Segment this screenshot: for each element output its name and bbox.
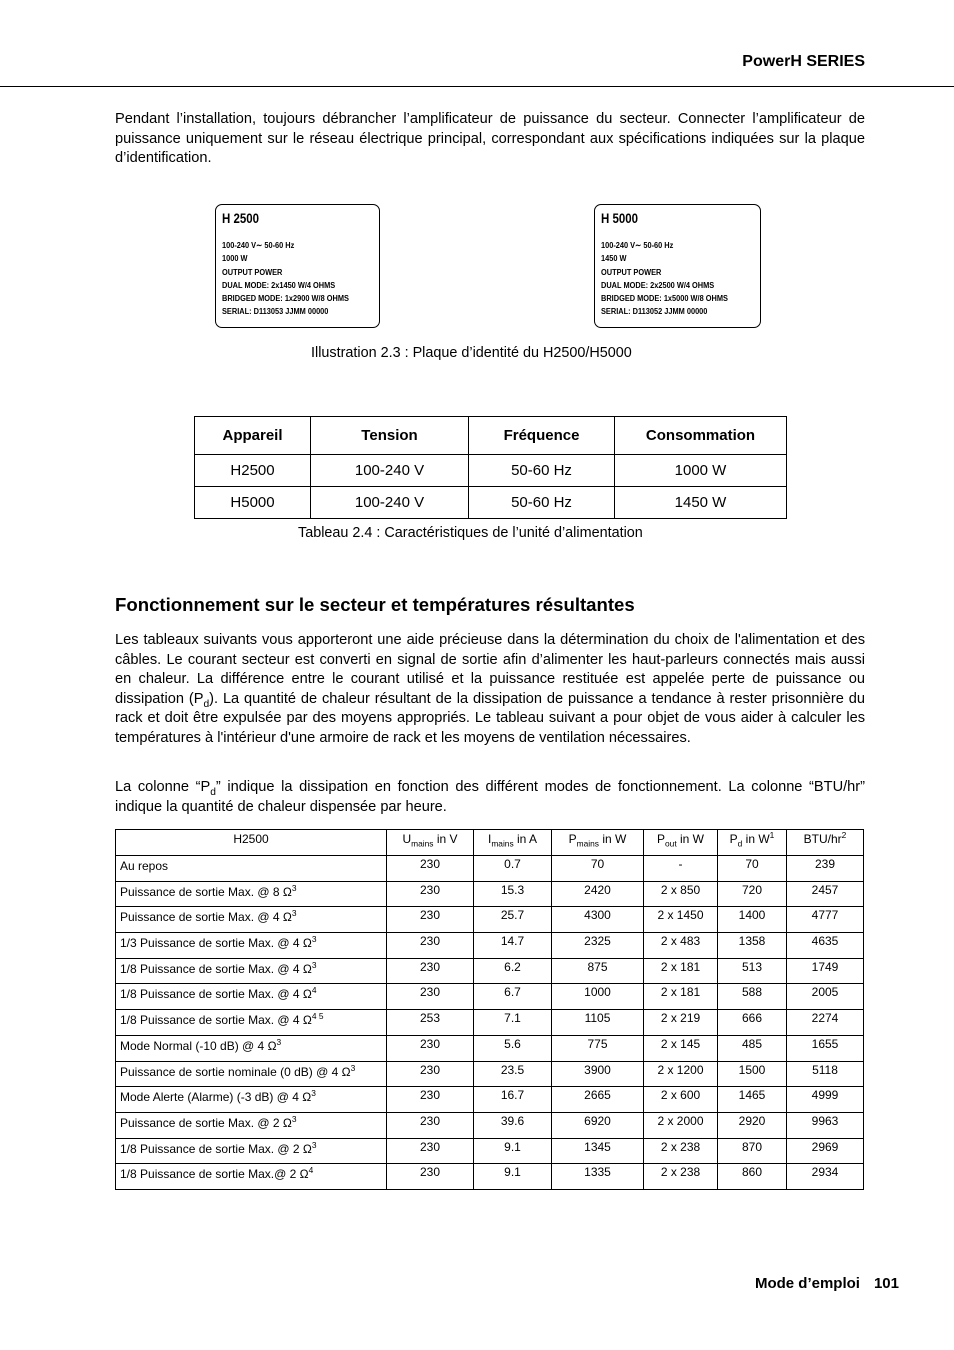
subscript: mains (576, 838, 599, 849)
paragraph-text: ” indique la dissipation en fonction des différent modes de fonctionnement. La colonne “BTU/hr” indique la quantité de chaleur dispensée par heure. (115, 779, 865, 815)
footer-label: Mode d’emploi (754, 1275, 860, 1292)
table-cell: 50-60 Hz (469, 487, 615, 519)
header-text: H2500 (233, 832, 269, 846)
table-cell: 230 (387, 907, 474, 933)
table-cell: 230 (387, 984, 474, 1010)
table-row (116, 881, 864, 907)
table-cell: 6.2 (474, 958, 552, 984)
column-header: Consommation (615, 417, 787, 455)
table-cell: 100-240 V (311, 487, 469, 519)
mode-cell (116, 881, 387, 907)
mode-cell (116, 856, 387, 882)
table-cell: - (644, 856, 718, 882)
table-cell: 9963 (787, 1112, 864, 1138)
footnote-marker: 3 (291, 1113, 297, 1124)
table-cell: 2 x 600 (644, 1087, 718, 1113)
mode-cell (116, 1035, 387, 1061)
header-unit: in A (513, 832, 538, 846)
plate-line: DUAL MODE: 2x1450 W/4 OHMS (222, 279, 336, 290)
table-cell: 1105 (552, 1010, 644, 1036)
table-cell: 230 (387, 856, 474, 882)
table-cell: 513 (718, 958, 787, 984)
mode-cell (116, 1138, 387, 1164)
plate-title: H 2500 (222, 211, 260, 226)
table-row (116, 1138, 864, 1164)
table-cell: 2 x 483 (644, 933, 718, 959)
section-heading: Fonctionnement sur le secteur et températures résultantes (115, 594, 635, 615)
plate-line: OUTPUT POWER (222, 266, 283, 277)
plate-line: 1450 W (601, 253, 627, 264)
mode-cell (116, 1164, 387, 1190)
header-unit: in W (599, 832, 627, 846)
table-cell: 2457 (787, 881, 864, 907)
table-cell: 230 (387, 1035, 474, 1061)
table-cell: 1465 (718, 1087, 787, 1113)
table-cell: 2420 (552, 881, 644, 907)
table-cell: 4635 (787, 933, 864, 959)
footnote-marker: 3 (311, 934, 317, 945)
table-row (116, 1010, 864, 1036)
table-row (116, 1035, 864, 1061)
mode-label: Puissance de sortie Max. @ 2 Ω (120, 1115, 292, 1130)
mode-label: 1/8 Puissance de sortie Max. @ 2 Ω (120, 1141, 312, 1156)
table-cell: 2005 (787, 984, 864, 1010)
table-cell: 2 x 1450 (644, 907, 718, 933)
subscript: mains (491, 838, 514, 849)
table-cell: 70 (718, 856, 787, 882)
table-cell: 50-60 Hz (469, 455, 615, 487)
mode-cell (116, 907, 387, 933)
table-cell: 588 (718, 984, 787, 1010)
table-cell: H5000 (195, 487, 311, 519)
table-cell: 25.7 (474, 907, 552, 933)
page-footer (755, 1275, 899, 1292)
footnote-marker: 3 (311, 1139, 317, 1150)
footnote-marker: 3 (311, 1088, 316, 1099)
table-row (116, 1061, 864, 1087)
dissipation-table (115, 829, 864, 1190)
table-cell: 1345 (552, 1138, 644, 1164)
table-header-row (195, 417, 787, 455)
plate-line: BRIDGED MODE: 1x2900 W/8 OHMS (222, 293, 349, 304)
column-header: Appareil (195, 417, 311, 455)
paragraph-text: Les tableaux suivants vous apporteront une aide précieuse dans la détermination du choix de l'alimentation et des câbles. Le courant secteur est converti en signal de sortie afin d’alimenter les haut-parleurs connectés mais aussi en chaleur. La différence entre le courant utilisé et la puissance restituée est appelée perte de puissance ou dissipation (P (115, 632, 865, 707)
table-cell: 2274 (787, 1010, 864, 1036)
plate-line: 100-240 V∼ 50-60 Hz (601, 240, 674, 250)
table-cell: 230 (387, 1112, 474, 1138)
table-cell: 230 (387, 958, 474, 984)
table-cell: 2 x 850 (644, 881, 718, 907)
header-text: U (402, 832, 412, 846)
column-header (116, 830, 387, 856)
table-cell: 1358 (718, 933, 787, 959)
footnote-marker: 4 (311, 985, 317, 996)
table-row (116, 933, 864, 959)
table-cell: 2665 (552, 1087, 644, 1113)
column-header (644, 830, 718, 856)
mode-label: Puissance de sortie Max. @ 4 Ω (120, 910, 292, 925)
table-cell: 230 (387, 933, 474, 959)
table-header-row (116, 830, 864, 856)
mode-label: 1/3 Puissance de sortie Max. @ 4 Ω (120, 936, 312, 951)
plate-line: SERIAL: D113053 JJMM 00000 (222, 306, 329, 317)
plate-line: DUAL MODE: 2x2500 W/4 OHMS (601, 279, 715, 290)
table-cell: 6.7 (474, 984, 552, 1010)
column-header (787, 830, 864, 856)
mode-label: Puissance de sortie Max. @ 8 Ω (120, 884, 292, 899)
plate-line: 1000 W (222, 253, 248, 264)
mode-label: Puissance de sortie nominale (0 dB) @ 4 Ω (120, 1064, 351, 1079)
table-cell: 860 (718, 1164, 787, 1190)
table-cell: H2500 (195, 455, 311, 487)
footnote-marker: 1 (769, 830, 775, 840)
column-header: Fréquence (469, 417, 615, 455)
table-cell: 2969 (787, 1138, 864, 1164)
table-cell: 15.3 (474, 881, 552, 907)
plate-line: BRIDGED MODE: 1x5000 W/8 OHMS (601, 293, 728, 304)
table-row (195, 455, 787, 487)
mode-cell (116, 958, 387, 984)
table-cell: 230 (387, 1061, 474, 1087)
table-cell: 2 x 1200 (644, 1061, 718, 1087)
header-text: P (729, 832, 738, 846)
footnote-marker: 4 (308, 1165, 314, 1176)
table-row (116, 984, 864, 1010)
table-cell: 1500 (718, 1061, 787, 1087)
header-rule (0, 86, 954, 87)
table-cell: 230 (387, 1164, 474, 1190)
header-unit: in V (433, 832, 458, 846)
mode-label: 1/8 Puissance de sortie Max.@ 2 Ω (120, 1167, 309, 1182)
table-cell: 0.7 (474, 856, 552, 882)
table-cell: 2 x 2000 (644, 1112, 718, 1138)
section-paragraph-1 (115, 631, 865, 749)
table-cell: 230 (387, 881, 474, 907)
table-cell: 9.1 (474, 1138, 552, 1164)
mode-label: Au repos (120, 859, 169, 873)
header-unit: in W (742, 832, 770, 846)
mode-label: Mode Alerte (Alarme) (-3 dB) @ 4 Ω (120, 1090, 312, 1105)
header-text: P (568, 832, 577, 846)
table-cell: 6920 (552, 1112, 644, 1138)
column-header (474, 830, 552, 856)
illustration-caption: Illustration 2.3 : Plaque d’identité du H2500/H5000 (311, 345, 632, 361)
table-cell: 1450 W (615, 487, 787, 519)
table-cell: 2 x 238 (644, 1138, 718, 1164)
running-header: PowerH SERIES (742, 53, 865, 70)
mode-cell (116, 1010, 387, 1036)
subscript: mains (411, 838, 434, 849)
table-cell: 1400 (718, 907, 787, 933)
table-cell: 1335 (552, 1164, 644, 1190)
mode-cell (116, 1061, 387, 1087)
table-cell: 70 (552, 856, 644, 882)
subscript: d (203, 698, 210, 710)
subscript: out (665, 838, 677, 849)
table-row (195, 487, 787, 519)
table-row (116, 958, 864, 984)
table-cell: 3900 (552, 1061, 644, 1087)
table-cell: 2920 (718, 1112, 787, 1138)
plate-line: SERIAL: D113052 JJMM 00000 (601, 306, 708, 317)
mode-label: 1/8 Puissance de sortie Max. @ 4 Ω (120, 987, 312, 1002)
table-cell: 4300 (552, 907, 644, 933)
table-cell: 230 (387, 1087, 474, 1113)
table-cell: 775 (552, 1035, 644, 1061)
table-cell: 7.1 (474, 1010, 552, 1036)
table-cell: 5.6 (474, 1035, 552, 1061)
table-cell: 875 (552, 958, 644, 984)
mode-label: 1/8 Puissance de sortie Max. @ 4 Ω (120, 1013, 312, 1028)
table-cell: 16.7 (474, 1087, 552, 1113)
footnote-marker: 3 (291, 908, 297, 919)
table-cell: 2 x 181 (644, 984, 718, 1010)
column-header (718, 830, 787, 856)
column-header (552, 830, 644, 856)
table-cell: 1000 W (615, 455, 787, 487)
table-cell: 5118 (787, 1061, 864, 1087)
table-cell: 2934 (787, 1164, 864, 1190)
table-body (116, 856, 864, 1190)
column-header: Tension (311, 417, 469, 455)
subscript: d (737, 838, 743, 849)
table-cell: 1000 (552, 984, 644, 1010)
table-cell: 39.6 (474, 1112, 552, 1138)
table-row (116, 1087, 864, 1113)
plate-line: OUTPUT POWER (601, 266, 662, 277)
table-cell: 2325 (552, 933, 644, 959)
table-cell: 2 x 181 (644, 958, 718, 984)
footnote-marker: 2 (841, 830, 847, 840)
table-cell: 2 x 145 (644, 1035, 718, 1061)
table-cell: 666 (718, 1010, 787, 1036)
table-cell: 1655 (787, 1035, 864, 1061)
table-cell: 239 (787, 856, 864, 882)
table-cell: 1749 (787, 958, 864, 984)
mode-cell (116, 1087, 387, 1113)
header-text: BTU/hr (803, 832, 842, 846)
table-cell: 4999 (787, 1087, 864, 1113)
table-caption: Tableau 2.4 : Caractéristiques de l’unité d’alimentation (298, 525, 643, 541)
plate-title: H 5000 (601, 211, 639, 226)
table-cell: 2 x 219 (644, 1010, 718, 1036)
header-text: P (656, 832, 665, 846)
paragraph-text: ). La quantité de chaleur résultant de la dissipation de puissance a tendance à rester prisonnière du rack et doit être expulsée par des moyens appropriés. Le tableau suivant a pour objet de vous aider à calculer les températures à l'intérieur d'une armoire de rack et les moyens de ventilation nécessaires. (115, 690, 866, 746)
nameplate-h2500 (215, 204, 380, 328)
table-cell: 485 (718, 1035, 787, 1061)
table-cell: 4777 (787, 907, 864, 933)
table-cell: 9.1 (474, 1164, 552, 1190)
table-cell: 23.5 (474, 1061, 552, 1087)
table-cell: 720 (718, 881, 787, 907)
footnote-marker: 3 (291, 882, 297, 893)
section-paragraph-2 (115, 778, 865, 817)
mode-cell (116, 1112, 387, 1138)
table-row (116, 1112, 864, 1138)
footnote-marker: 4 5 (311, 1011, 324, 1022)
table-row (116, 856, 864, 882)
footnote-marker: 3 (350, 1062, 356, 1073)
table-row (116, 907, 864, 933)
header-unit: in W (676, 832, 704, 846)
table-cell: 14.7 (474, 933, 552, 959)
table-cell: 230 (387, 1138, 474, 1164)
power-supply-table (194, 416, 787, 519)
intro-paragraph: Pendant l’installation, toujours débrancher l’amplificateur de puissance du secteur. Connecter l’amplificateur de puissance uniquement sur le réseau électrique principal, correspondant aux spécifications indiquées sur la plaque d’identification. (115, 111, 865, 167)
plate-line: 100-240 V∼ 50-60 Hz (222, 240, 295, 250)
column-header (387, 830, 474, 856)
table-cell: 253 (387, 1010, 474, 1036)
paragraph-text: La colonne “P (115, 779, 211, 795)
mode-cell (116, 984, 387, 1010)
mode-cell (116, 933, 387, 959)
table-cell: 2 x 238 (644, 1164, 718, 1190)
footnote-marker: 3 (276, 1036, 282, 1047)
subscript: d (210, 786, 216, 798)
page-number: 101 (873, 1275, 899, 1292)
table-cell: 100-240 V (311, 455, 469, 487)
table-cell: 870 (718, 1138, 787, 1164)
footnote-marker: 3 (311, 959, 317, 970)
mode-label: 1/8 Puissance de sortie Max. @ 4 Ω (120, 961, 312, 976)
nameplate-h5000 (594, 204, 761, 328)
mode-label: Mode Normal (-10 dB) @ 4 Ω (120, 1038, 277, 1053)
header-text: I (487, 832, 492, 846)
table-row (116, 1164, 864, 1190)
